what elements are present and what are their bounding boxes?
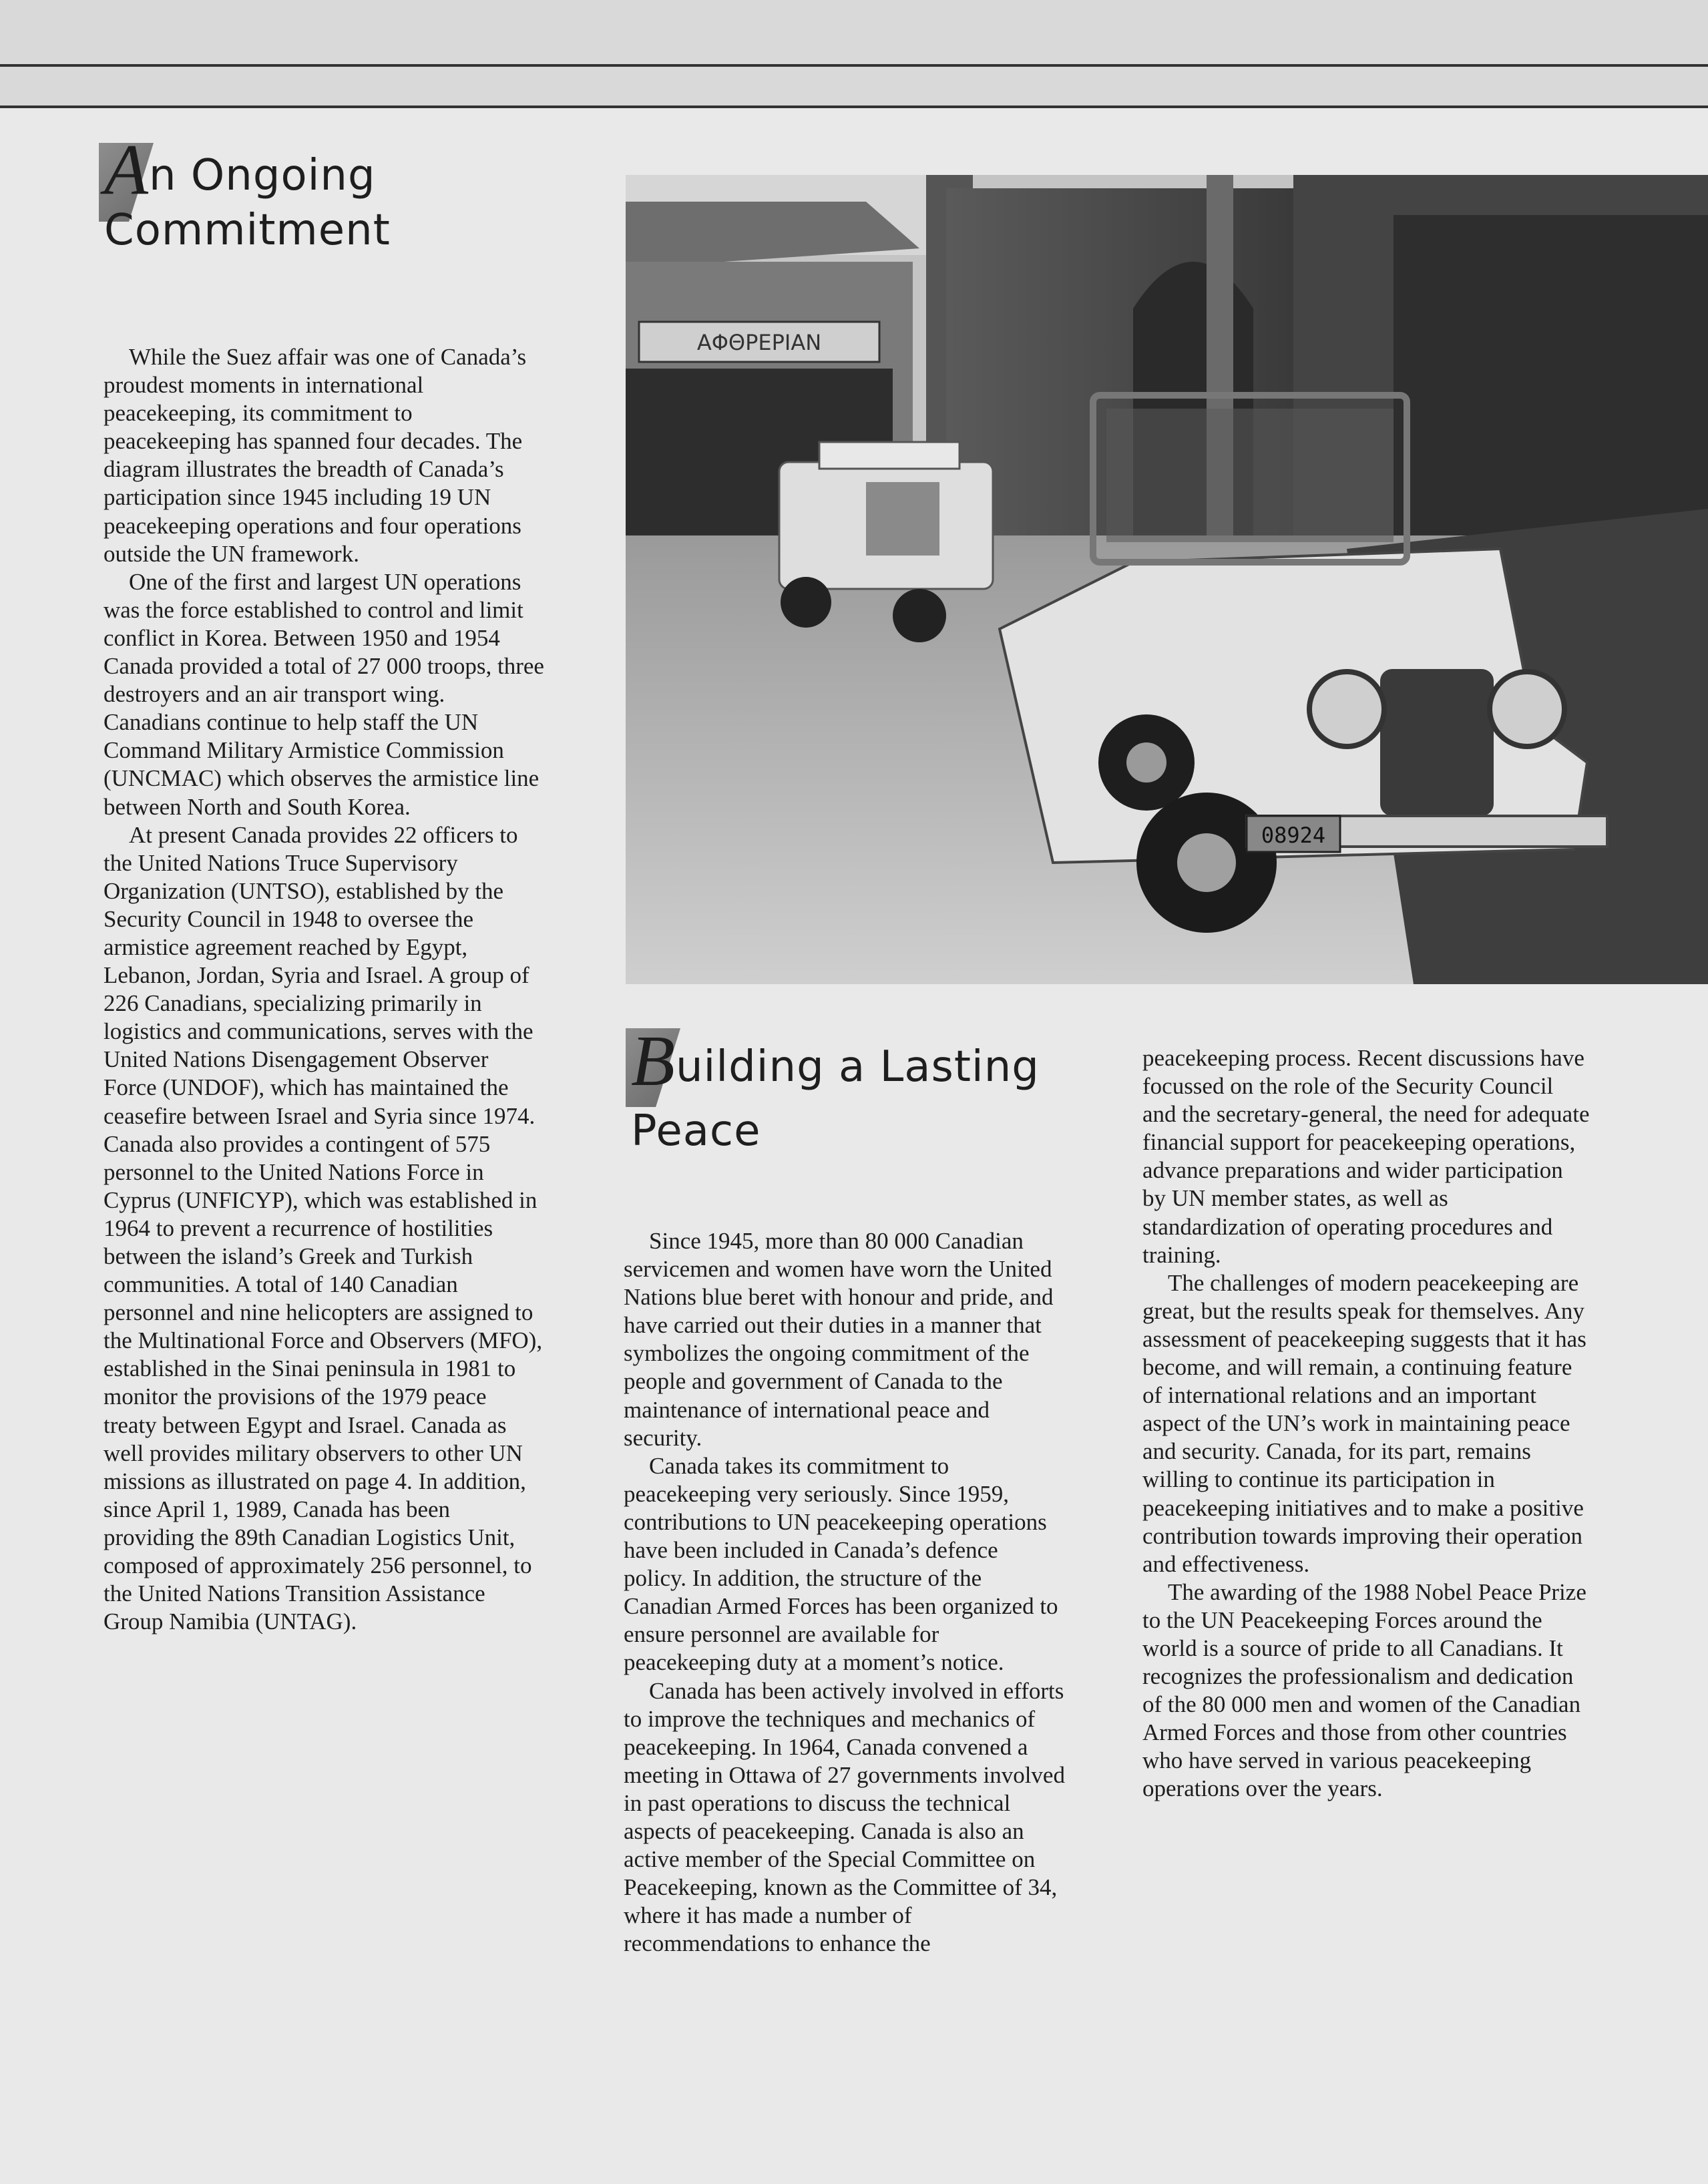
header-rule-top [0,64,1708,67]
paragraph: The challenges of modern peacekeeping are great, but the results speak for themselves. Any assessment of peacekeeping suggests that it has become, and will remain, a continuing feature of international relations and an important aspect of the UN’s work in maintaining peace and security. Canada, for its part, remains willing to continue its participation in peacekeeping initiatives and to make a positive contribution towards improving their operation and effectiveness. [1142,1269,1586,1577]
heading-line1: n Ongoing [148,151,376,200]
paragraph: Canada has been actively involved in efforts to improve the techniques and mechanics of peacekeeping. In 1964, Canada convened a meeting in Ottawa of 27 governments involved in past operations to discuss the technical aspects of peacekeeping. Canada is also an active member of the Special Committee on Peacekeeping, known as the Committee of 34, where it has made a number of recommendations to enhance the [624,1677,1065,1957]
heading-lasting-peace-text [626,1022,1093,1163]
section-heading-commitment [99,130,473,258]
paragraph: peacekeeping process. Recent discussions have focussed on the role of the Security Council and the secretary-general, the need for adequate financial support for peacekeeping operations, advance preparations and wider participation by UN member states, as well as standardization of operating procedures and training. [1142,1045,1590,1268]
paragraph: One of the first and largest UN operations was the force established to control and limit conflict in Korea. Between 1950 and 1954 Canada provided a total of 27 000 troops, three destroyers and an air transport wing. Canadians continue to help staff the UN Command Military Armistice Commission (UNCMAC) which observes the armistice line between North and South Korea. [103,568,544,820]
column-3-text [1142,1044,1590,1803]
heading-initial: A [104,130,149,210]
header-rule-bottom [0,105,1708,108]
shop-sign-text: ΑΦΘΡΕΡΙΑΝ [696,330,822,355]
paragraph: Since 1945, more than 80 000 Canadian servicemen and women have worn the United Nations blue beret with honour and pride, and have carried out their duties in a manner that symbolizes the ongoing commitment of the people and government of Canada to the maintenance of international peace and security. [624,1228,1054,1451]
header-band [0,0,1708,107]
photo-un-jeeps [626,175,1708,984]
heading-line1: uilding a Lasting [675,1042,1040,1092]
paragraph: Canada takes its commitment to peacekeeping very seriously. Since 1959, contributions to UN peacekeeping operations have been included in Canada’s defence policy. In addition, the structure of the Canadian Armed Forces has been organized to ensure personnel are available for peacekeeping duty at a moment’s notice. [624,1452,1058,1676]
column-2-text [624,1227,1066,1958]
heading-initial: B [631,1022,676,1101]
heading-line2: Commitment [104,206,391,255]
column-1-text [103,343,544,1636]
section-heading-lasting-peace [626,1022,1093,1163]
license-plate-text: 08924 [1261,823,1326,848]
heading-commitment-text [99,130,473,258]
heading-line2: Peace [631,1106,761,1156]
paragraph: The awarding of the 1988 Nobel Peace Prize to the UN Peacekeeping Forces around the world is a source of pride to all Canadians. It recognizes the professionalism and dedication of the 80 000 men and women of the Canadian Armed Forces and those from other countries who have served in various peacekeeping operations over the years. [1142,1578,1586,1802]
paragraph: While the Suez affair was one of Canada’s proudest moments in international peacekeeping, its commitment to peacekeeping has spanned four decades. The diagram illustrates the breadth of Canada’s participation since 1945 including 19 UN peacekeeping operations and four operations outside the UN framework. [103,344,527,567]
paragraph: At present Canada provides 22 officers to the United Nations Truce Supervisory Organization (UNTSO), established by the Security Council in 1948 to oversee the armistice agreement reached by Egypt, Lebanon, Jordan, Syria and Israel. A group of 226 Canadians, specializing primarily in logistics and communications, serves with the United Nations Disengagement Observer Force (UNDOF), which has maintained the ceasefire between Israel and Syria since 1974. Canada also provides a contingent of 575 personnel to the United Nations Force in Cyprus (UNFICYP), which was established in 1964 to prevent a recurrence of hostilities between the island’s Greek and Turkish communities. A total of 140 Canadian personnel and nine helicopters are assigned to the Multinational Force and Observers (MFO), established in the Sinai peninsula in 1981 to monitor the provisions of the 1979 peace treaty between Egypt and Israel. Canada as well provides military observers to other UN missions as illustrated on page 4. In addition, since April 1, 1989, Canada has been providing the 89th Canadian Logistics Unit, composed of approximately 256 personnel, to the United Nations Transition Assistance Group Namibia (UNTAG). [103,821,543,1635]
